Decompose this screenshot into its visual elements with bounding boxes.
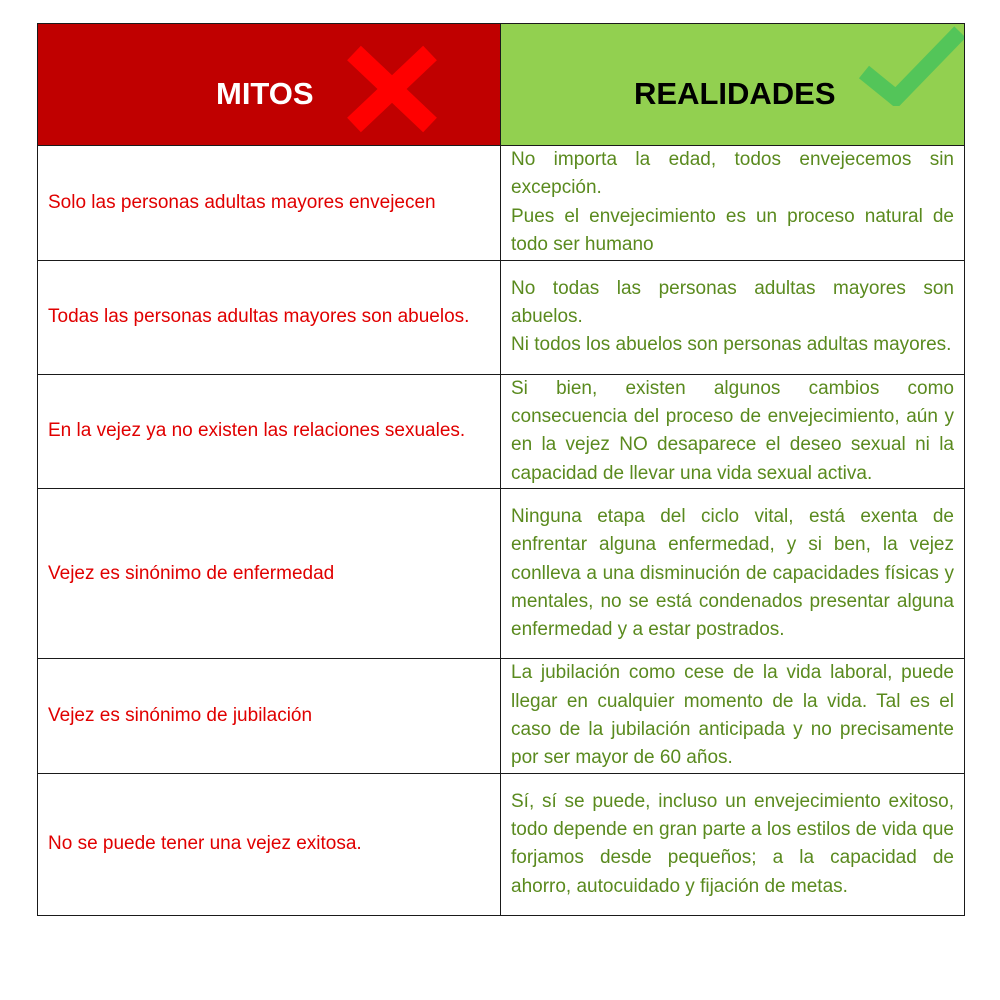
- myth-cell: No se puede tener una vejez exitosa.: [38, 773, 501, 915]
- myth-cell: Vejez es sinónimo de jubilación: [38, 659, 501, 774]
- myth-cell: Vejez es sinónimo de enfermedad: [38, 489, 501, 659]
- myths-header: [38, 24, 501, 146]
- myths-realities-table: [37, 23, 965, 916]
- check-icon: [856, 24, 965, 106]
- table-row: [38, 489, 965, 659]
- reality-text: Ni todos los abuelos son personas adultas mayores.: [511, 334, 952, 356]
- reality-text: No importa la edad, todos envejecemos sin excepción.: [511, 149, 954, 199]
- reality-cell: [501, 489, 965, 659]
- realities-header: [501, 24, 965, 146]
- myths-realities-document: [37, 23, 964, 916]
- reality-text: Sí, sí se puede, incluso un envejecimiento exitoso, todo depende en gran parte a los estilos de vida que forjamos desde pequeños; a la capacidad de ahorro, autocuidado y fijación de metas.: [511, 790, 954, 897]
- reality-cell: [501, 146, 965, 261]
- table-row: [38, 773, 965, 915]
- myth-cell: En la vejez ya no existen las relaciones sexuales.: [38, 374, 501, 489]
- header-row: [38, 24, 965, 146]
- table-row: [38, 659, 965, 774]
- table-row: [38, 374, 965, 489]
- reality-text: Pues el envejecimiento es un proceso natural de todo ser humano: [511, 205, 954, 256]
- reality-cell: [501, 659, 965, 774]
- reality-text: Si bien, existen algunos cambios como consecuencia del proceso de envejecimiento, aún y en la vejez NO desaparece el deseo sexual ni la capacidad de llevar una vida sexual activa.: [511, 377, 954, 484]
- myths-header-label: MITOS: [216, 76, 314, 111]
- reality-cell: [501, 260, 965, 374]
- table-row: [38, 146, 965, 261]
- reality-text: No todas las personas adultas mayores son abuelos.: [511, 277, 954, 327]
- reality-text: Ninguna etapa del ciclo vital, está exenta de enfrentar alguna enfermedad, y si ben, la vejez conlleva a una disminución de capacidades físicas y mentales, no se está condenados presentar alguna enfermedad y a estar postrados.: [511, 505, 954, 641]
- myth-cell: Solo las personas adultas mayores envejecen: [38, 146, 501, 261]
- myth-cell: Todas las personas adultas mayores son abuelos.: [38, 260, 501, 374]
- reality-text: La jubilación como cese de la vida laboral, puede llegar en cualquier momento de la vida. Tal es el caso de la jubilación anticipada y no precisamente por ser mayor de 60 años.: [511, 662, 954, 769]
- table-row: [38, 260, 965, 374]
- x-icon: [344, 45, 440, 133]
- reality-cell: [501, 773, 965, 915]
- realities-header-label: REALIDADES: [634, 76, 836, 111]
- reality-cell: [501, 374, 965, 489]
